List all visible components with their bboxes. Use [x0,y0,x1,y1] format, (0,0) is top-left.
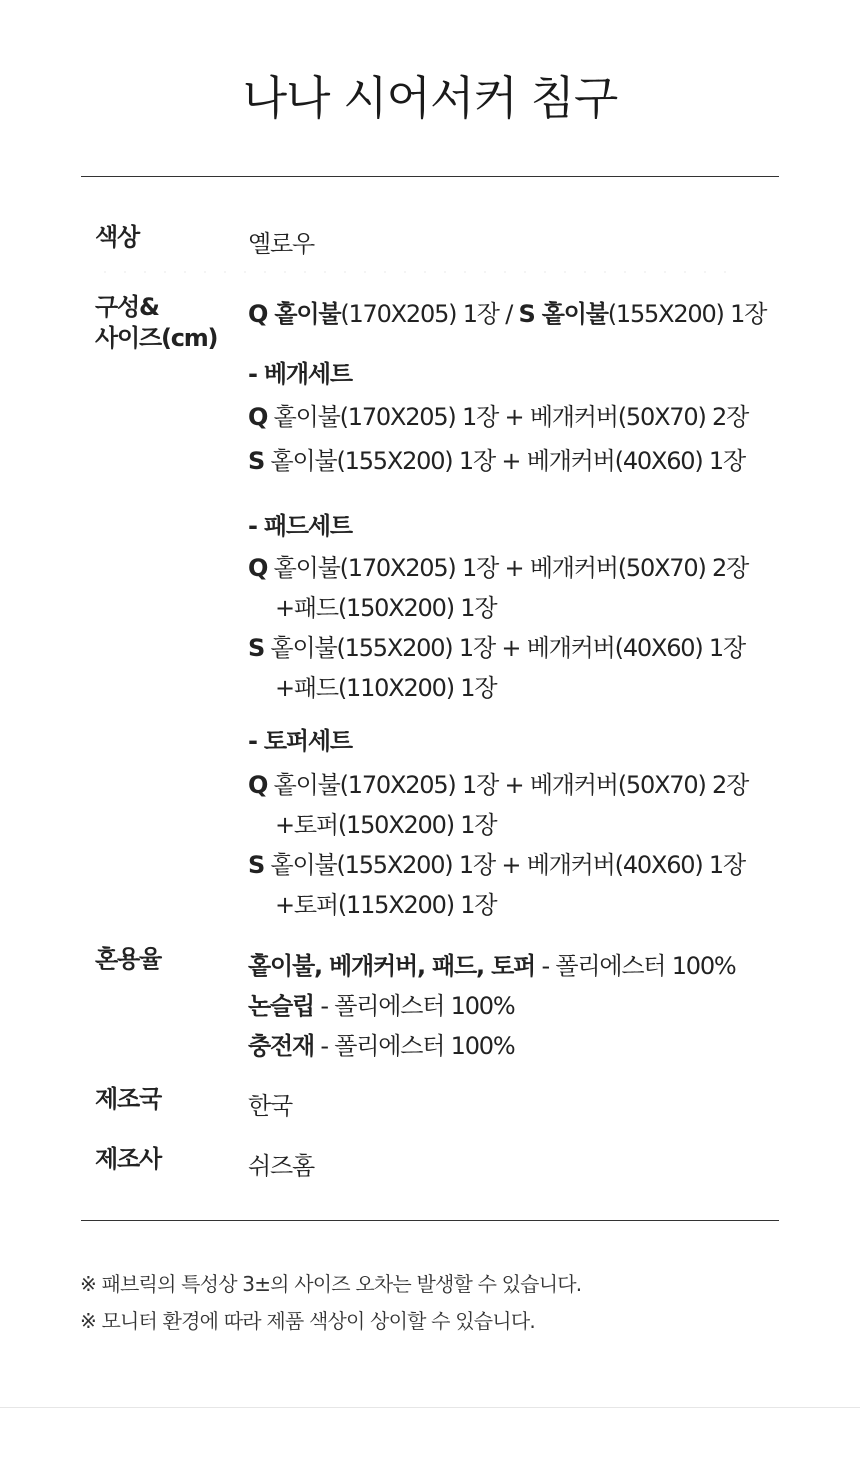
page-title: 나나 시어서커 침구 [242,71,618,125]
pad-set-q-line2: +패드(150X200) 1장 [275,594,497,622]
blend-material: - 폴리에스터 100% [313,1032,515,1060]
top-divider [81,176,779,177]
size-s-label: S [248,851,265,879]
pillow-set-q-line: 홑이불(170X205) 1장 + 베개커버(50X70) 2장 [273,403,749,431]
country-label: 제조국 [95,1085,161,1113]
pillow-set-s [248,441,745,476]
color-value: 옐로우 [248,230,314,258]
bottom-divider [81,1220,779,1221]
topper-set-s [248,845,745,880]
page-end-divider [0,1407,860,1408]
blend-material: - 폴리에스터 100% [535,952,736,980]
color-label: 색상 [95,223,139,251]
pad-set-heading: - 패드세트 [248,512,352,540]
maker-label: 제조사 [95,1145,161,1173]
blend-line-1 [248,946,736,981]
s-quilt-label: S 홑이불 [518,300,608,328]
size-s-label: S [248,447,265,475]
blend-item: 논슬립 [248,992,314,1020]
topper-set-s-line2: +토퍼(115X200) 1장 [275,891,497,919]
notice-text: ※ 모니터 환경에 따라 제품 색상이 상이할 수 있습니다. [80,1309,535,1333]
blend-item: 홑이불, 베개커버, 패드, 토퍼 [248,952,536,980]
country-value: 한국 [248,1092,292,1120]
pillow-set-s-line: 홑이불(155X200) 1장 + 베개커버(40X60) 1장 [270,447,745,475]
pad-set-s-line: 홑이불(155X200) 1장 + 베개커버(40X60) 1장 [270,634,745,662]
blend-label: 혼용율 [95,945,161,973]
pad-set-q-line: 홑이불(170X205) 1장 + 베개커버(50X70) 2장 [273,554,749,582]
pillow-set-heading: - 베개세트 [248,360,352,388]
blend-line-3 [248,1026,514,1061]
size-q-label: Q [248,403,268,431]
composition-main [248,294,766,329]
q-quilt-label: Q 홑이불 [248,300,341,328]
topper-set-q [248,765,748,800]
size-q-label: Q [248,771,268,799]
blend-item: 충전재 [248,1032,314,1060]
composition-label-line2: 사이즈(cm) [95,324,218,352]
maker-value: 쉬즈홈 [248,1152,314,1180]
pad-set-s [248,628,745,663]
size-q-label: Q [248,554,268,582]
size-s-label: S [248,634,265,662]
blend-material: - 폴리에스터 100% [313,992,515,1020]
notice-text: ※ 패브릭의 특성상 3±의 사이즈 오차는 발생할 수 있습니다. [80,1272,582,1296]
row-separator [95,271,735,273]
blend-line-2 [248,986,514,1021]
s-quilt-size: (155X200) 1장 [607,300,767,328]
pillow-set-q [248,397,748,432]
composition-label-line1: 구성& [95,293,159,321]
pad-set-q [248,548,748,583]
q-quilt-size: (170X205) 1장 / [340,300,519,328]
topper-set-q-line2: +토퍼(150X200) 1장 [275,811,497,839]
pad-set-s-line2: +패드(110X200) 1장 [275,674,497,702]
topper-set-heading: - 토퍼세트 [248,727,352,755]
topper-set-s-line: 홑이불(155X200) 1장 + 베개커버(40X60) 1장 [270,851,745,879]
topper-set-q-line: 홑이불(170X205) 1장 + 베개커버(50X70) 2장 [273,771,749,799]
